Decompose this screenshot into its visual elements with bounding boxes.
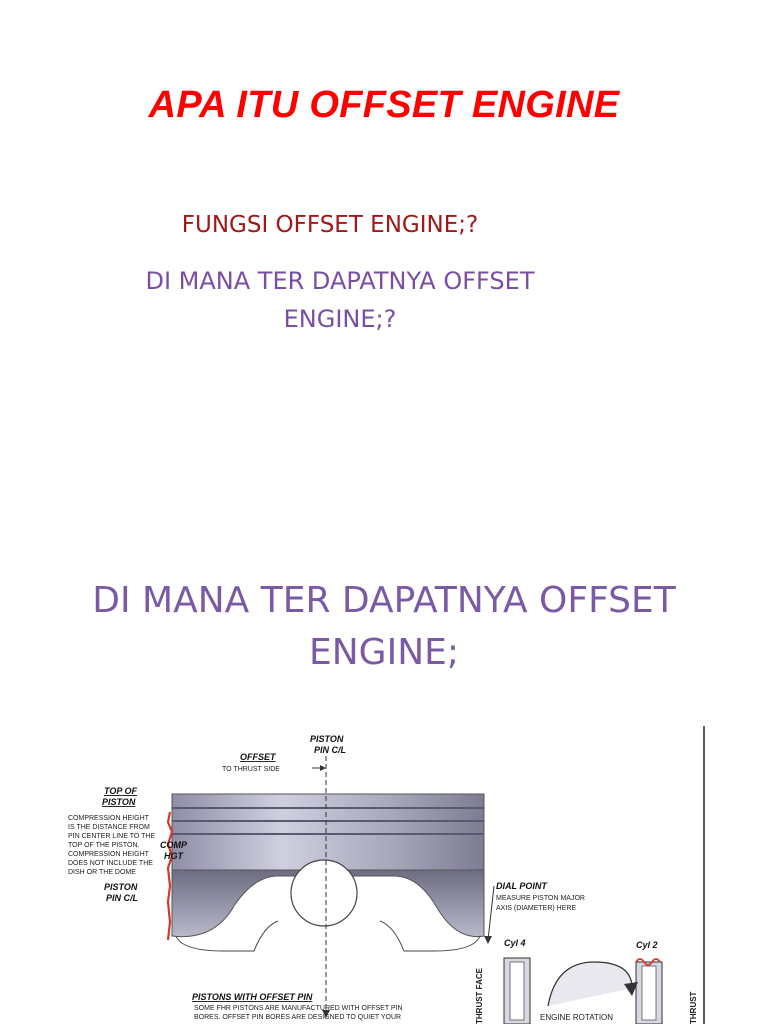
dimana-big-line-2: ENGINE; [309,632,459,673]
thrust-label: THRUST [689,991,698,1024]
dimana-big-line-1: DI MANA TER DAPATNYA OFFSET [92,580,676,621]
comp-note-6: DOES NOT INCLUDE THE [68,860,153,867]
fungsi-question: FUNGSI OFFSET ENGINE;? [181,212,479,238]
comp-note-7: DISH OR THE DOME [68,869,136,876]
dimana-question-small [90,262,590,338]
comp-note-1: COMPRESSION HEIGHT [68,815,149,822]
slide-title: APA ITU OFFSET ENGINE [148,84,620,126]
comp-hgt-label-2: HGT [164,851,183,861]
offset-piston-diagram [64,726,768,1024]
to-thrust-side-label: TO THRUST SIDE [222,766,280,773]
offset-pin-note-2: BORES. OFFSET PIN BORES ARE DESIGNED TO QUIET YOUR [194,1014,402,1021]
engine-rotation-label: ENGINE ROTATION [540,1013,614,1022]
offset-label: OFFSET [240,752,276,762]
offset-pin-title: PISTONS WITH OFFSET PIN [192,992,313,1002]
dial-point-label: DIAL POINT [496,881,547,891]
piston-pin-cl-left-2: PIN C/L [106,893,139,903]
comp-note-5: COMPRESSION HEIGHT [68,851,149,858]
dimana-small-line-1: DI MANA TER DAPATNYA OFFSET [145,267,535,295]
dimana-heading-large [60,575,708,679]
offset-pin-note-1: SOME FHR PISTONS ARE MANUFACTURED WITH OFFSET PIN [194,1005,403,1012]
piston-pin-cl-left-1: PISTON [104,882,138,892]
dial-note-2: AXIS (DIAMETER) HERE [496,905,577,912]
cyl4-label: Cyl 4 [504,938,526,948]
comp-note-2: IS THE DISTANCE FROM [68,824,150,831]
thrust-face-label: THRUST FACE [475,968,484,1024]
dimana-small-line-2: ENGINE;? [283,305,397,333]
piston-pin-cl-top-label-2: PIN C/L [314,745,347,755]
top-of-piston-label-2: PISTON [102,797,136,807]
comp-hgt-label-1: COMP [160,840,187,850]
comp-note-3: PIN CENTER LINE TO THE [68,833,156,840]
top-of-piston-label-1: TOP OF [104,786,138,796]
piston-diagram-svg [64,726,768,1024]
piston-pin-cl-top-label: PISTON [310,734,344,744]
dial-note-1: MEASURE PISTON MAJOR [496,895,585,902]
cyl2-label: Cyl 2 [636,940,658,950]
comp-note-4: TOP OF THE PISTON. [68,842,140,849]
